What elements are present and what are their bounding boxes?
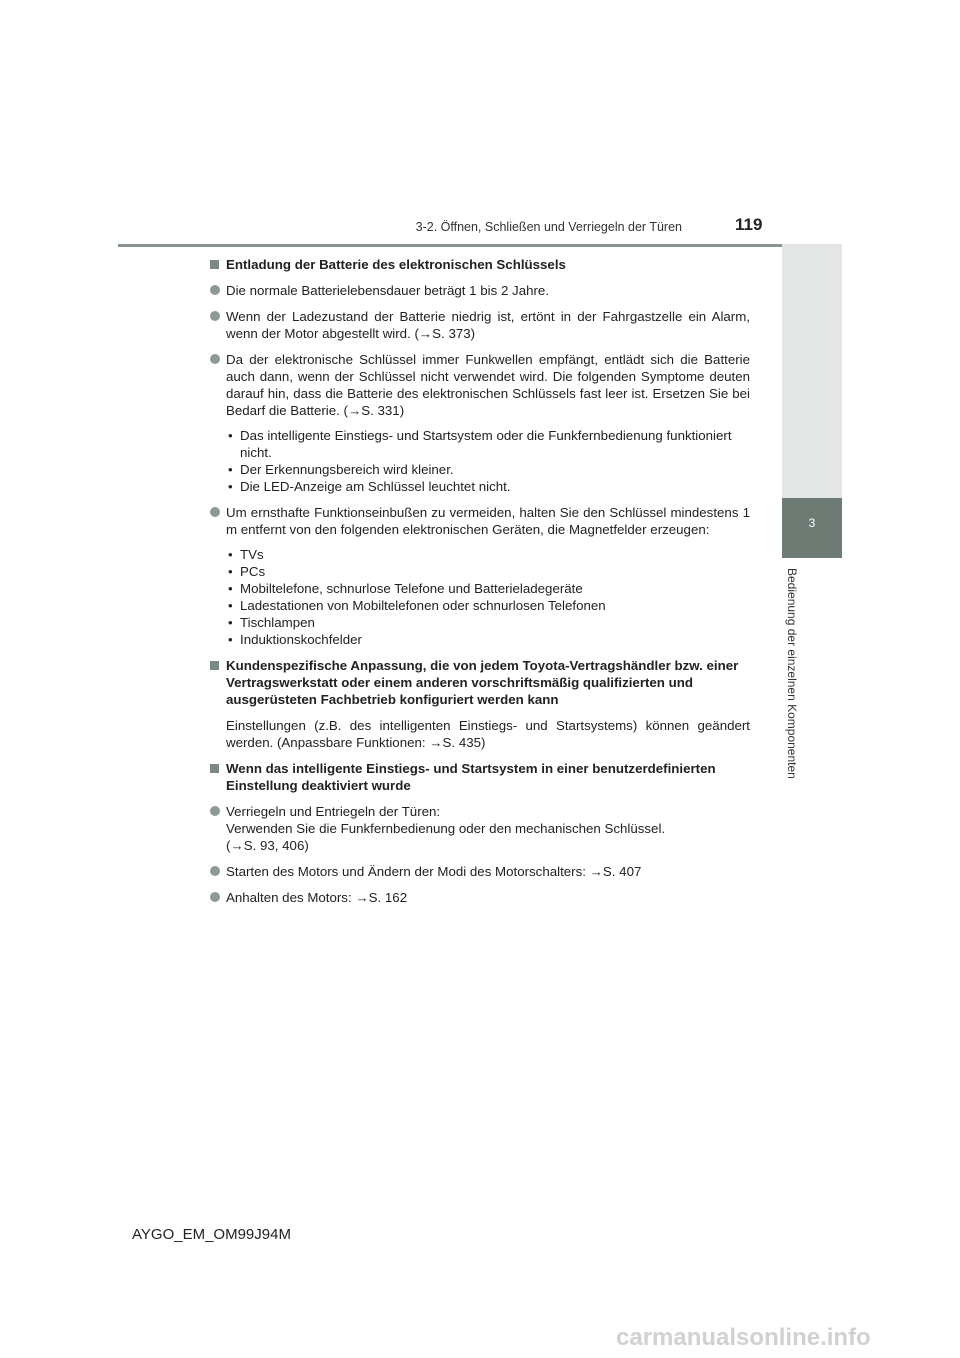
circle-bullet-icon [210, 806, 220, 816]
list-item: • Mobiltelefone, schnurlose Telefone und Batterieladegeräte [228, 581, 583, 596]
square-bullet-icon [210, 661, 219, 670]
watermark: carmanualsonline.info [616, 1324, 871, 1351]
list-item: • Die LED-Anzeige am Schlüssel leuchtet nicht. [228, 479, 511, 494]
paragraph: Einstellungen (z.B. des intelligenten Einstiegs- und Startsystems) können geändert werden. (Anpassbare Funktionen: →S. 435) [226, 718, 750, 750]
bullet-text: Da der elektronische Schlüssel immer Funkwellen empfängt, entlädt sich die Batterie auch dann, wenn der Schlüssel nicht verwendet wird. Die folgenden Symptome deuten darauf hin, dass die Batterie des elektronischen Schlüssels fast leer ist. Ersetzen Sie bei Bedarf die Batterie. (→S. 331) [226, 352, 750, 418]
list-item: • Der Erkennungsbereich wird kleiner. [228, 462, 454, 477]
bullet-item [210, 282, 750, 299]
dot-bullet-icon: • [228, 615, 233, 630]
dot-bullet-icon: • [228, 581, 233, 596]
bullet-line: Verriegeln und Entriegeln der Türen: [226, 804, 441, 819]
dot-bullet-icon: • [228, 547, 233, 562]
side-strip [782, 244, 842, 498]
list-item: • PCs [228, 564, 266, 579]
chapter-tab [782, 498, 842, 558]
bullet-item [210, 504, 750, 538]
header-divider [118, 244, 842, 247]
circle-bullet-icon [210, 311, 220, 321]
dot-bullet-icon: • [228, 598, 233, 613]
list-item: • Tischlampen [228, 615, 315, 630]
dot-bullet-icon: • [228, 632, 233, 647]
section-heading-text: Wenn das intelligente Einstiegs- und Startsystem in einer benutzerdefinierten Einstellung deaktiviert wurde [226, 761, 716, 793]
circle-bullet-icon [210, 866, 220, 876]
bullet-item [210, 889, 750, 906]
symptom-list [210, 427, 750, 495]
dot-bullet-icon: • [228, 462, 233, 477]
dot-bullet-icon: • [228, 428, 233, 443]
circle-bullet-icon [210, 892, 220, 902]
circle-bullet-icon [210, 507, 220, 517]
section-heading [210, 657, 750, 708]
section-heading-text: Entladung der Batterie des elektronischen Schlüssels [226, 257, 566, 272]
circle-bullet-icon [210, 285, 220, 295]
running-header-title: 3-2. Öffnen, Schließen und Verriegeln der Türen [415, 220, 682, 234]
bullet-item [210, 803, 750, 854]
bullet-text: Um ernsthafte Funktionseinbußen zu vermeiden, halten Sie den Schlüssel mindestens 1 m entfernt von den folgenden elektronischen Geräten, die Magnetfelder erzeugen: [226, 505, 750, 537]
list-item: • Das intelligente Einstiegs- und Startsystem oder die Funkfernbedienung funktioniert nicht. [228, 428, 732, 460]
bullet-line: Verwenden Sie die Funkfernbedienung oder den mechanischen Schlüssel. [226, 821, 666, 836]
list-item: • Ladestationen von Mobiltelefonen oder schnurlosen Telefonen [228, 598, 606, 613]
square-bullet-icon [210, 764, 219, 773]
page-number: 119 [735, 215, 763, 234]
list-item: • TVs [228, 547, 264, 562]
chapter-label [780, 568, 810, 798]
bullet-line: (→S. 93, 406) [226, 838, 309, 853]
dot-bullet-icon: • [228, 564, 233, 579]
bullet-text: Die normale Batterielebensdauer beträgt 1 bis 2 Jahre. [226, 283, 550, 298]
document-id: AYGO_EM_OM99J94M [132, 1226, 291, 1243]
section-heading [210, 760, 750, 794]
bullet-item [210, 351, 750, 419]
bullet-item [210, 308, 750, 342]
section-heading [210, 256, 750, 273]
circle-bullet-icon [210, 354, 220, 364]
bullet-text: Anhalten des Motors: →S. 162 [226, 890, 408, 905]
device-list [210, 546, 750, 648]
chapter-label-text: Bedienung der einzelnen Komponenten [785, 568, 799, 779]
section-heading-text: Kundenspezifische Anpassung, die von jedem Toyota-Vertragshändler bzw. einer Vertragswerkstatt oder einem anderen vorschriftsmäßig qualifizierten und ausgerüsteten Fachbetrieb konfiguriert werden kann [226, 658, 739, 707]
page-content [210, 256, 750, 915]
bullet-text: Wenn der Ladezustand der Batterie niedrig ist, ertönt in der Fahrgastzelle ein Alarm, wenn der Motor abgestellt wird. (→S. 373) [226, 309, 750, 341]
bullet-item [210, 863, 750, 880]
list-item: • Induktionskochfelder [228, 632, 362, 647]
bullet-text: Starten des Motors und Ändern der Modi des Motorschalters: →S. 407 [226, 864, 642, 879]
square-bullet-icon [210, 260, 219, 269]
chapter-number: 3 [808, 516, 816, 530]
dot-bullet-icon: • [228, 479, 233, 494]
